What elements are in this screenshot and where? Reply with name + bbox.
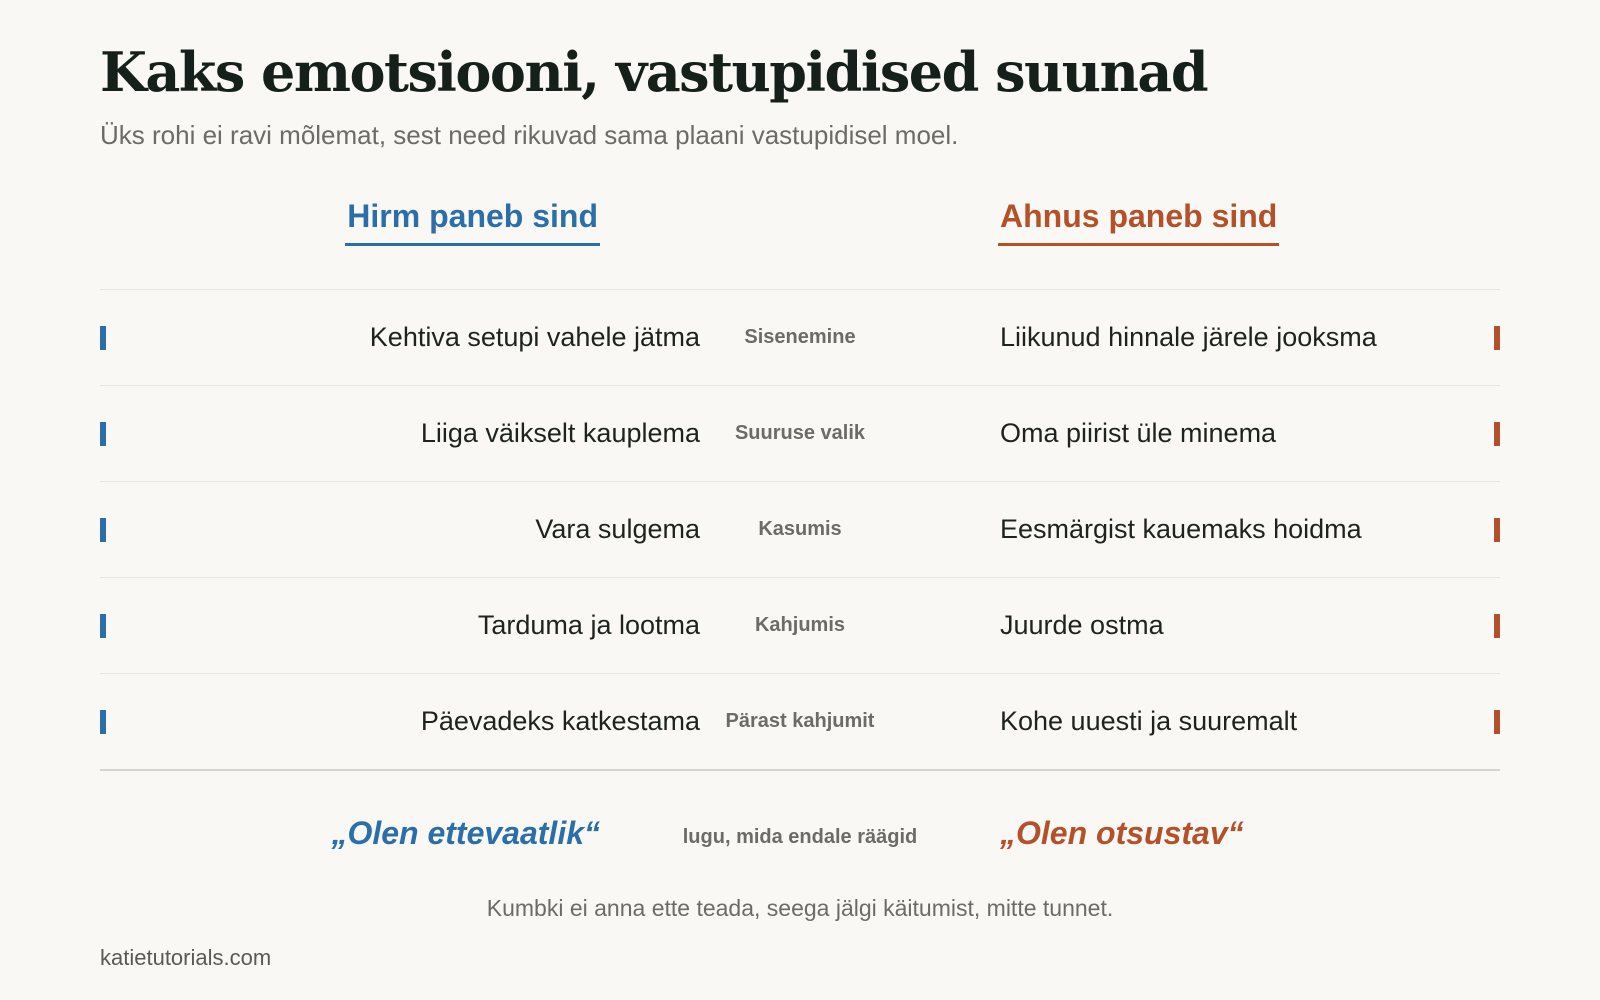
fear-column-heading: Hirm paneb sind bbox=[345, 198, 600, 246]
footnote: Kumbki ei anna ette teada, seega jälgi käitumist, mitte tunnet. bbox=[486, 895, 1114, 921]
fear-behavior: Liiga väikselt kauplema bbox=[420, 418, 700, 448]
greed-story-quote: „Olen otsustav“ bbox=[1000, 815, 1244, 851]
fear-marker bbox=[100, 614, 106, 638]
page-title: Kaks emotsiooni, vastupidised suunad bbox=[100, 40, 1208, 104]
greed-marker bbox=[1494, 614, 1500, 638]
greed-behavior: Juurde ostma bbox=[1000, 610, 1164, 640]
comparison-row-in-loss bbox=[100, 578, 1500, 674]
fear-behavior: Kehtiva setupi vahele jätma bbox=[369, 322, 700, 352]
fear-story-quote: „Olen ettevaatlik“ bbox=[331, 815, 600, 851]
comparison-table bbox=[100, 289, 1500, 771]
greed-marker bbox=[1494, 326, 1500, 350]
greed-marker bbox=[1494, 422, 1500, 446]
stage-label: Pärast kahjumit bbox=[725, 710, 875, 732]
stage-label: Sisenemine bbox=[744, 326, 856, 348]
fear-marker bbox=[100, 326, 106, 350]
fear-marker bbox=[100, 422, 106, 446]
fear-marker bbox=[100, 710, 106, 734]
comparison-row-after-loss bbox=[100, 674, 1500, 769]
stage-label: Suuruse valik bbox=[734, 422, 866, 444]
comparison-row-entry bbox=[100, 290, 1500, 386]
site-credit: katietutorials.com bbox=[100, 945, 272, 970]
greed-behavior: Oma piirist üle minema bbox=[1000, 418, 1277, 448]
greed-behavior: Eesmärgist kauemaks hoidma bbox=[1000, 514, 1362, 544]
fear-behavior: Tarduma ja lootma bbox=[477, 610, 700, 640]
greed-behavior: Liikunud hinnale järele jooksma bbox=[1000, 322, 1377, 352]
stage-label: Kasumis bbox=[758, 518, 842, 540]
greed-column-heading: Ahnus paneb sind bbox=[998, 198, 1279, 246]
comparison-row-in-profit bbox=[100, 482, 1500, 578]
greed-behavior: Kohe uuesti ja suuremalt bbox=[1000, 706, 1298, 736]
greed-marker bbox=[1494, 710, 1500, 734]
comparison-row-sizing bbox=[100, 386, 1500, 482]
fear-behavior: Päevadeks katkestama bbox=[420, 706, 700, 736]
greed-marker bbox=[1494, 518, 1500, 542]
fear-marker bbox=[100, 518, 106, 542]
page-subtitle: Üks rohi ei ravi mõlemat, sest need rikuvad sama plaani vastupidisel moel. bbox=[100, 120, 959, 150]
story-label: lugu, mida endale räägid bbox=[682, 826, 918, 848]
stage-label: Kahjumis bbox=[754, 614, 846, 636]
fear-behavior: Vara sulgema bbox=[535, 514, 700, 544]
